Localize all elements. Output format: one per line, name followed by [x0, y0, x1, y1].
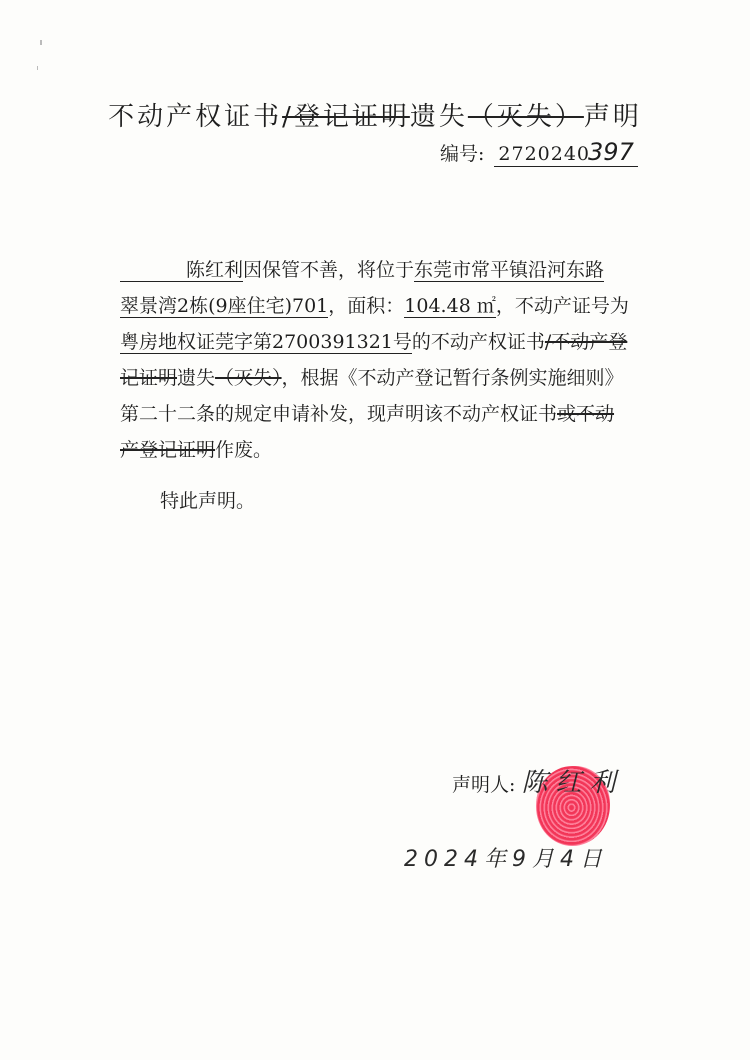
date-year: 2024 — [404, 847, 484, 872]
title-text: 遗失 — [409, 102, 468, 132]
document-title — [0, 96, 750, 133]
struck-text: 或不动 — [557, 403, 615, 425]
struck-text: 产登记证明 — [120, 439, 216, 461]
document-number — [440, 138, 638, 167]
number-label: 编号: — [440, 143, 485, 165]
handwritten-signature: 陈红利 — [521, 768, 624, 798]
body-line — [120, 252, 640, 288]
date-month: 9 — [512, 847, 533, 872]
body-text: 因保管不善，将位于 — [243, 259, 415, 281]
date-day-unit: 日 — [580, 847, 609, 872]
property-address: 东莞市常平镇沿河东路 — [414, 259, 605, 281]
body-line — [120, 324, 640, 360]
body-line — [120, 360, 640, 396]
title-struck-text: /登记证明 — [282, 102, 410, 132]
date-day: 4 — [560, 847, 581, 872]
scan-speck — [37, 66, 38, 70]
body-text: ，根据《不动产登记暂行条例实施细则》 — [281, 367, 624, 389]
body-line — [120, 432, 640, 468]
struck-text: /不动产登 — [544, 331, 628, 353]
struck-text: （灭失） — [215, 367, 282, 389]
statement-body — [120, 252, 640, 468]
number-value — [494, 138, 637, 167]
declarant-label: 声明人: — [452, 774, 516, 796]
declarant-name-field — [120, 259, 243, 282]
declarant-signature-line — [452, 762, 623, 799]
body-text: 作废。 — [215, 439, 273, 461]
date-month-unit: 月 — [532, 847, 561, 872]
date-year-unit: 年 — [484, 847, 513, 872]
declarant-name: 陈红利 — [186, 259, 244, 281]
body-line — [120, 288, 640, 324]
scan-speck — [40, 40, 42, 45]
title-text: 不动产权证书 — [108, 102, 283, 132]
number-printed: 2720240 — [498, 143, 591, 165]
body-line — [120, 396, 640, 432]
title-text: 声明 — [583, 102, 642, 132]
number-handwritten: 397 — [588, 138, 634, 166]
struck-text: 记证明 — [120, 367, 178, 389]
body-text: 遗失 — [177, 367, 216, 389]
property-address: 翠景湾2栋(9座住宅)701 — [120, 295, 329, 317]
body-text: 的不动产权证书 — [411, 331, 545, 353]
title-struck-text: （灭失） — [467, 102, 584, 132]
certificate-number: 粤房地权证莞字第2700391321号 — [120, 331, 412, 353]
property-area: 104.48 ㎡ — [404, 295, 496, 317]
body-text: 第二十二条的规定申请补发，现声明该不动产权证书 — [120, 403, 558, 425]
body-text: ，面积： — [328, 295, 405, 317]
body-text: ，不动产证号为 — [495, 295, 629, 317]
closing-statement: 特此声明。 — [160, 490, 256, 512]
signing-date — [404, 842, 608, 873]
